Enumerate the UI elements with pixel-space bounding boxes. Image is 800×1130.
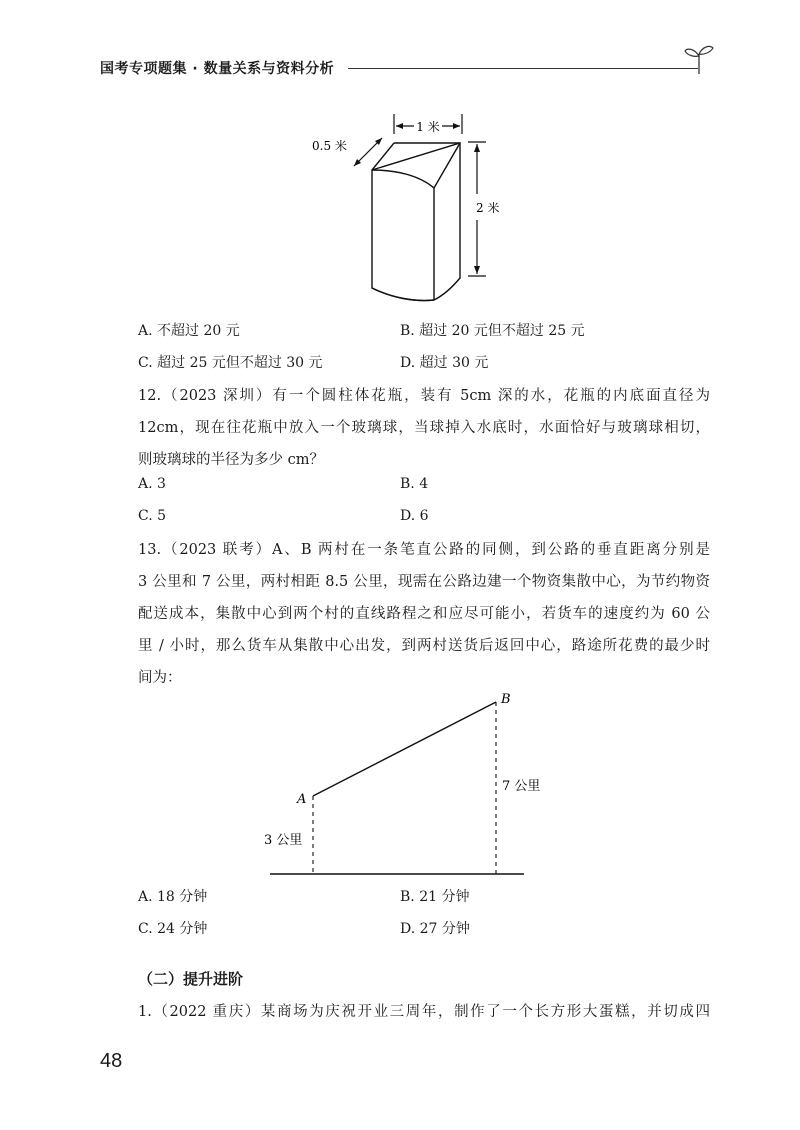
- point-a-label: A: [297, 792, 307, 807]
- q13-stem: [138, 534, 710, 694]
- q12-option-d[interactable]: D. 6: [400, 508, 429, 524]
- q11-option-d[interactable]: D. 超过 30 元: [400, 355, 489, 371]
- q12-option-a[interactable]: A. 3: [138, 476, 166, 492]
- header-title: 国考专项题集 · 数量关系与资料分析: [100, 61, 335, 77]
- segment-ab: [313, 702, 496, 796]
- running-header: [100, 50, 720, 84]
- height-label: 2 米: [476, 201, 500, 215]
- depth-label: 0.5 米: [312, 139, 347, 153]
- dist-a-label: 3 公里: [264, 833, 303, 848]
- q13-line: 间为：: [138, 670, 182, 686]
- q11-option-a[interactable]: A. 不超过 20 元: [138, 323, 240, 339]
- point-b-label: B: [501, 692, 511, 707]
- q13-option-a[interactable]: A. 18 分钟: [138, 889, 208, 905]
- page-number: 48: [100, 1050, 123, 1072]
- q12-line: 则玻璃球的半径为多少 cm？: [138, 452, 324, 468]
- q12-line: 12.（2023 深圳）有一个圆柱体花瓶，装有 5cm 深的水，花瓶的内底面直径为: [138, 388, 710, 404]
- q13-line: 配送成本，集散中心到两个村的直线路程之和应尽可能小，若货车的速度约为 60 公: [138, 606, 710, 622]
- q13-line: 13.（2023 联考）A、B 两村在一条笔直公路的同侧，到公路的垂直距离分别是: [138, 542, 710, 558]
- figure-villages-road: [240, 686, 540, 880]
- q13-option-d[interactable]: D. 27 分钟: [400, 921, 470, 937]
- sprout-icon: [684, 42, 714, 76]
- dist-b-label: 7 公里: [502, 779, 540, 794]
- q11-option-b[interactable]: B. 超过 20 元但不超过 25 元: [400, 323, 585, 339]
- q13-line: 里 / 小时，那么货车从集散中心出发，到两村送货后返回中心，路途所花费的最少时: [138, 638, 710, 654]
- q12-option-b[interactable]: B. 4: [400, 476, 429, 492]
- q13-option-b[interactable]: B. 21 分钟: [400, 889, 470, 905]
- header-rule: [348, 68, 698, 69]
- q13-option-c[interactable]: C. 24 分钟: [138, 921, 208, 937]
- width-label: 1 米: [416, 120, 440, 134]
- q12-option-c[interactable]: C. 5: [138, 508, 167, 524]
- figure-cylinder-section: [310, 108, 510, 310]
- q1-line: 1.（2022 重庆）某商场为庆祝开业三周年，制作了一个长方形大蛋糕，并切成四: [138, 1004, 710, 1020]
- q13-line: 3 公里和 7 公里，两村相距 8.5 公里，现需在公路边建一个物资集散中心，为节约物资: [138, 574, 710, 590]
- q11-option-c[interactable]: C. 超过 25 元但不超过 30 元: [138, 355, 323, 371]
- q1-stem: [138, 996, 710, 1028]
- section-heading: （二）提升进阶: [138, 970, 244, 988]
- q12-line: 12cm，现在往花瓶中放入一个玻璃球，当球掉入水底时，水面恰好与玻璃球相切，: [138, 420, 710, 436]
- q12-stem: [138, 380, 710, 476]
